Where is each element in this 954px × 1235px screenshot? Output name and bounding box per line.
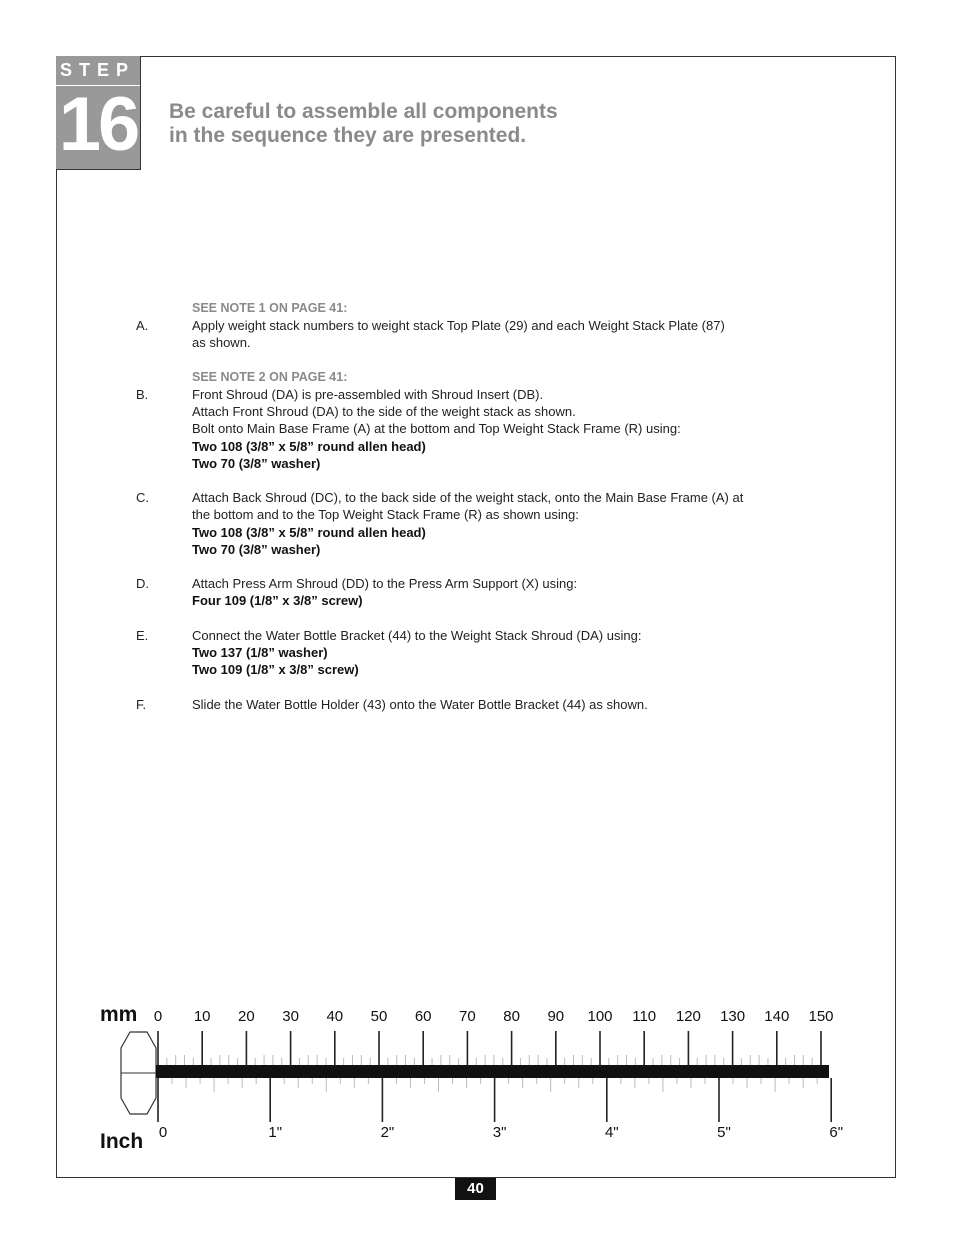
instruction-item bbox=[136, 369, 816, 472]
instruction-item bbox=[136, 300, 816, 352]
inch-tick-label: 2" bbox=[380, 1124, 395, 1141]
instruction-text: Attach Back Shroud (DC), to the back side of the weight stack, onto the Main Base Frame (A) at bbox=[192, 490, 744, 506]
hardware-part: Two 109 (1/8” x 3/8” screw) bbox=[192, 662, 359, 678]
instruction-item bbox=[136, 575, 816, 609]
instruction-text: the bottom and to the Top Weight Stack Frame (R) as shown using: bbox=[192, 507, 579, 523]
instruction-text: Attach Press Arm Shroud (DD) to the Press Arm Support (X) using: bbox=[192, 576, 578, 592]
inch-tick-label: 6" bbox=[829, 1124, 844, 1141]
instruction-letter: D. bbox=[136, 576, 149, 592]
mm-tick-label: 0 bbox=[153, 1008, 163, 1025]
heading-line-2: in the sequence they are presented. bbox=[169, 124, 527, 147]
instruction-letter: B. bbox=[136, 386, 149, 402]
instruction-note: SEE NOTE 1 ON PAGE 41: bbox=[192, 301, 348, 315]
page-number: 40 bbox=[455, 1178, 496, 1200]
mm-tick-label: 80 bbox=[503, 1008, 520, 1025]
mm-tick-label: 30 bbox=[282, 1008, 299, 1025]
instruction-text: Front Shroud (DA) is pre-assembled with Shroud Insert (DB). bbox=[192, 387, 544, 402]
instruction-text: Attach Front Shroud (DA) to the side of the weight stack as shown. bbox=[192, 404, 576, 420]
mm-tick-label: 90 bbox=[547, 1008, 565, 1025]
step-badge bbox=[56, 56, 141, 170]
inch-tick-label: 0 bbox=[158, 1124, 168, 1141]
mm-tick-label: 120 bbox=[675, 1008, 701, 1025]
mm-tick-label: 150 bbox=[808, 1008, 834, 1025]
mm-tick-label: 70 bbox=[459, 1008, 476, 1025]
mm-label: mm bbox=[100, 1003, 138, 1026]
instruction-text: Apply weight stack numbers to weight stack Top Plate (29) and each Weight Stack Plate (87) bbox=[192, 318, 725, 334]
mm-tick-label: 130 bbox=[720, 1008, 746, 1025]
step-number: 16 bbox=[58, 82, 138, 167]
instruction-letter: C. bbox=[136, 490, 149, 506]
measurement-ruler bbox=[95, 995, 855, 1155]
inch-label: Inch bbox=[100, 1130, 144, 1153]
mm-tick-label: 40 bbox=[326, 1008, 344, 1025]
instruction-text: as shown. bbox=[192, 335, 251, 351]
inch-tick-label: 5" bbox=[717, 1124, 731, 1141]
hardware-part: Two 137 (1/8” washer) bbox=[192, 645, 328, 660]
mm-tick-label: 110 bbox=[632, 1008, 657, 1025]
page-heading bbox=[169, 100, 769, 148]
instruction-letter: F. bbox=[136, 696, 147, 712]
hardware-part: Two 70 (3/8” washer) bbox=[192, 541, 321, 557]
hardware-part: Two 108 (3/8” x 5/8” round allen head) bbox=[192, 438, 426, 454]
mm-tick-label: 50 bbox=[370, 1008, 388, 1025]
hardware-part: Four 109 (1/8” x 3/8” screw) bbox=[192, 593, 363, 609]
mm-scale-labels bbox=[154, 1008, 834, 1025]
inch-tick-label: 4" bbox=[604, 1124, 619, 1141]
mm-tick-label: 20 bbox=[238, 1008, 255, 1025]
instruction-item bbox=[136, 627, 816, 679]
inch-scale-labels bbox=[159, 1124, 843, 1141]
step-word: STEP bbox=[59, 60, 135, 80]
bolt-shaft bbox=[156, 1065, 829, 1078]
heading-line-1: Be careful to assemble all components bbox=[169, 100, 558, 123]
instruction-item bbox=[136, 696, 816, 713]
instruction-text: Slide the Water Bottle Holder (43) onto the Water Bottle Bracket (44) as shown. bbox=[192, 696, 648, 712]
instruction-text: Connect the Water Bottle Bracket (44) to the Weight Stack Shroud (DA) using: bbox=[192, 627, 642, 643]
instruction-letter: A. bbox=[136, 318, 149, 334]
mm-tick-label: 140 bbox=[764, 1008, 790, 1025]
instruction-item bbox=[136, 489, 816, 558]
mm-tick-label: 60 bbox=[414, 1008, 432, 1025]
inch-tick-label: 3" bbox=[492, 1124, 507, 1141]
instruction-note: SEE NOTE 2 ON PAGE 41: bbox=[192, 369, 348, 384]
mm-tick-label: 100 bbox=[587, 1008, 613, 1025]
inch-tick-label: 1" bbox=[268, 1124, 283, 1141]
mm-tick-label: 10 bbox=[193, 1008, 211, 1025]
hardware-part: Two 108 (3/8” x 5/8” round allen head) bbox=[192, 524, 426, 540]
hardware-part: Two 70 (3/8” washer) bbox=[192, 455, 321, 471]
instruction-text: Bolt onto Main Base Frame (A) at the bottom and Top Weight Stack Frame (R) using: bbox=[192, 421, 681, 437]
instruction-list bbox=[136, 300, 816, 730]
instruction-letter: E. bbox=[136, 627, 149, 643]
